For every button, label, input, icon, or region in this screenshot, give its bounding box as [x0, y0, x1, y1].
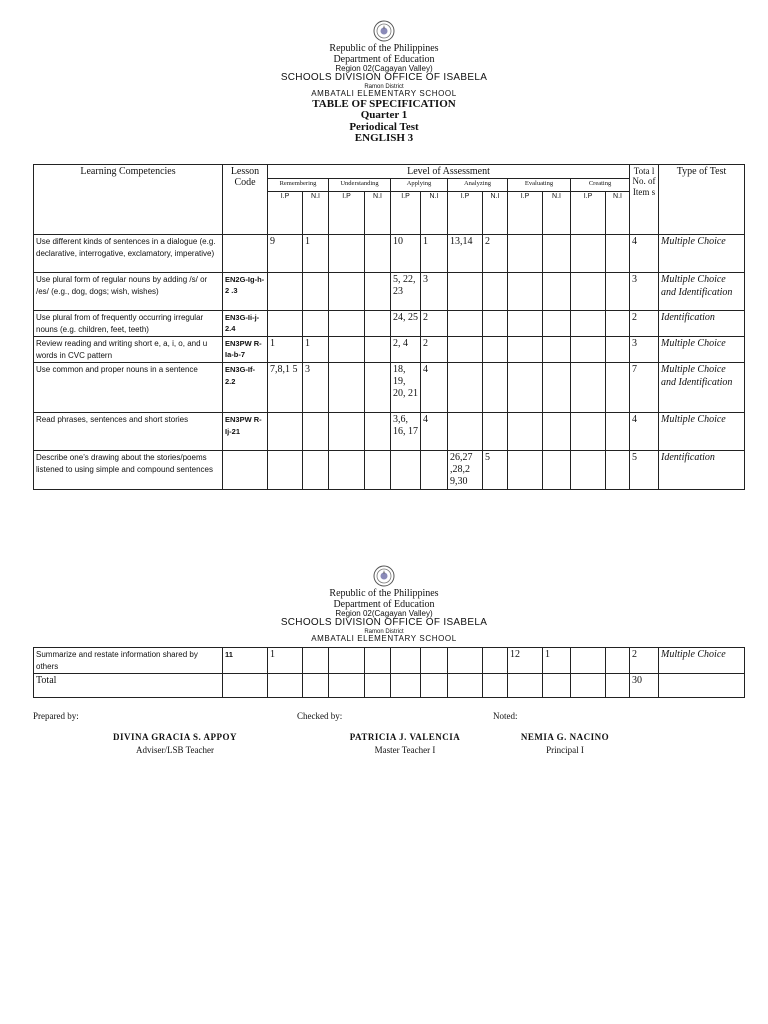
ip-header: I.P [391, 192, 421, 235]
number-of-items-cell [365, 451, 391, 490]
number-of-items-cell [543, 311, 571, 337]
number-of-items-cell [421, 648, 448, 674]
number-of-items-cell [483, 674, 508, 698]
type-of-test-cell: Multiple Choice [659, 337, 745, 363]
total-items-cell: 5 [630, 451, 659, 490]
specification-table-continued [33, 647, 745, 698]
number-of-items-cell [421, 674, 448, 698]
number-of-items-cell [421, 451, 448, 490]
table-row [34, 451, 745, 490]
region-line: Region 02(Cagayan Valley) [335, 609, 433, 618]
item-placement-cell: 1 [268, 337, 303, 363]
number-of-items-cell [543, 235, 571, 273]
item-placement-cell [448, 273, 483, 311]
number-of-items-cell [606, 674, 630, 698]
type-of-test-cell: Multiple Choice and Identification [659, 273, 745, 311]
deped-seal-icon [373, 20, 395, 42]
item-placement-cell [571, 648, 606, 674]
item-placement-cell: 18, 19, 20, 21 [391, 363, 421, 413]
item-placement-cell [391, 648, 421, 674]
table-row [34, 413, 745, 451]
number-of-items-cell [365, 363, 391, 413]
item-placement-cell: 3,6, 16, 17 [391, 413, 421, 451]
level-evaluating: Evaluating [508, 179, 571, 192]
item-placement-cell [268, 451, 303, 490]
number-of-items-cell: 4 [421, 363, 448, 413]
item-placement-cell [508, 413, 543, 451]
item-placement-cell [329, 235, 365, 273]
item-placement-cell [391, 674, 421, 698]
header-lesson-code: Lesson Code [223, 165, 268, 235]
item-placement-cell [329, 337, 365, 363]
item-placement-cell: 1 [268, 648, 303, 674]
number-of-items-cell [543, 337, 571, 363]
number-of-items-cell: 5 [483, 451, 508, 490]
region-line: Region 02(Cagayan Valley) [335, 64, 433, 73]
noted-name: NEMIA G. NACINO [520, 732, 610, 742]
type-of-test-cell: Multiple Choice [659, 648, 745, 674]
competency-cell: Summarize and restate information shared by others [34, 648, 223, 674]
checked-by-name: PATRICIA J. VALENCIA [349, 732, 461, 742]
number-of-items-cell: 1 [421, 235, 448, 273]
item-placement-cell [268, 413, 303, 451]
division-line: SCHOOLS DIVISION OFFICE OF ISABELA [280, 617, 488, 629]
item-placement-cell: 12 [508, 648, 543, 674]
number-of-items-cell [365, 273, 391, 311]
item-placement-cell [571, 337, 606, 363]
number-of-items-cell: 2 [421, 337, 448, 363]
number-of-items-cell [365, 311, 391, 337]
level-analyzing: Analyzing [448, 179, 508, 192]
number-of-items-cell [606, 413, 630, 451]
competency-cell: Use plural form of regular nouns by adding /s/ or /es/ (e.g., dog, dogs; wish, wishes) [34, 273, 223, 311]
header-competencies: Learning Competencies [34, 165, 223, 235]
table-row [34, 235, 745, 273]
title-line-3: Periodical Test [349, 120, 419, 133]
number-of-items-cell [483, 337, 508, 363]
school-line: AMBATALI ELEMENTARY SCHOOL [311, 634, 457, 644]
number-of-items-cell [303, 273, 329, 311]
type-of-test-cell: Identification [659, 451, 745, 490]
competency-cell: Describe one’s drawing about the stories/poems listened to using simple and compound sentences [34, 451, 223, 490]
checked-by-role: Master Teacher I [374, 745, 436, 755]
lesson-code-cell: EN3PW R-Ia-b-7 [223, 337, 268, 363]
competency-cell: Total [34, 674, 223, 698]
total-items-cell: 3 [630, 337, 659, 363]
ni-header: N.I [365, 192, 391, 235]
ni-header: N.I [421, 192, 448, 235]
prepared-by-name: DIVINA GRACIA S. APPOY [112, 732, 237, 742]
item-placement-cell: 10 [391, 235, 421, 273]
number-of-items-cell [543, 363, 571, 413]
item-placement-cell [448, 674, 483, 698]
ip-header: I.P [329, 192, 365, 235]
item-placement-cell [571, 363, 606, 413]
item-placement-cell [329, 311, 365, 337]
number-of-items-cell [365, 674, 391, 698]
item-placement-cell: 13,14 [448, 235, 483, 273]
number-of-items-cell [303, 311, 329, 337]
item-placement-cell [329, 363, 365, 413]
number-of-items-cell: 3 [303, 363, 329, 413]
number-of-items-cell [303, 648, 329, 674]
prepared-by-label: Prepared by: [33, 711, 79, 721]
table-row [34, 311, 745, 337]
number-of-items-cell [606, 273, 630, 311]
type-of-test-cell: Identification [659, 311, 745, 337]
number-of-items-cell [543, 413, 571, 451]
number-of-items-cell: 1 [303, 337, 329, 363]
item-placement-cell [329, 648, 365, 674]
number-of-items-cell [606, 337, 630, 363]
republic-line: Republic of the Philippines [329, 43, 439, 54]
number-of-items-cell [483, 311, 508, 337]
item-placement-cell [571, 235, 606, 273]
checked-by-label: Checked by: [297, 711, 343, 721]
level-creating: Creating [571, 179, 630, 192]
number-of-items-cell [543, 674, 571, 698]
lesson-code-cell: EN3G-Ii-j-2.4 [223, 311, 268, 337]
competency-cell: Use common and proper nouns in a sentence [34, 363, 223, 413]
lesson-code-cell [223, 451, 268, 490]
item-placement-cell [448, 363, 483, 413]
number-of-items-cell: 2 [421, 311, 448, 337]
type-of-test-cell: Multiple Choice and Identification [659, 363, 745, 413]
number-of-items-cell [483, 273, 508, 311]
page-header-2 [0, 565, 768, 644]
item-placement-cell: 2, 4 [391, 337, 421, 363]
table-row [34, 674, 745, 698]
number-of-items-cell [543, 273, 571, 311]
competency-cell: Use plural from of frequently occurring irregular nouns (e.g. children, feet, teeth) [34, 311, 223, 337]
total-items-cell: 7 [630, 363, 659, 413]
number-of-items-cell [606, 311, 630, 337]
number-of-items-cell: 4 [421, 413, 448, 451]
ni-header: N.I [483, 192, 508, 235]
prepared-by-role: Adviser/LSB Teacher [136, 745, 214, 755]
lesson-code-cell: EN2G-Ig-h-2 .3 [223, 273, 268, 311]
lesson-code-cell [223, 235, 268, 273]
noted-label: Noted: [493, 711, 518, 721]
item-placement-cell [508, 363, 543, 413]
total-items-cell: 2 [630, 311, 659, 337]
table-row [34, 363, 745, 413]
ip-header: I.P [268, 192, 303, 235]
lesson-code-cell [223, 674, 268, 698]
item-placement-cell [268, 273, 303, 311]
item-placement-cell: 24, 25 [391, 311, 421, 337]
item-placement-cell [571, 273, 606, 311]
number-of-items-cell [606, 363, 630, 413]
table-row [34, 337, 745, 363]
noted-role: Principal I [546, 745, 584, 755]
level-remembering: Remembering [268, 179, 329, 192]
number-of-items-cell [483, 413, 508, 451]
item-placement-cell [508, 235, 543, 273]
level-applying: Applying [391, 179, 448, 192]
lesson-code-cell: 11 [223, 648, 268, 674]
ip-header: I.P [448, 192, 483, 235]
deped-seal-icon [373, 565, 395, 587]
lesson-code-cell: EN3PW R-Ij-21 [223, 413, 268, 451]
republic-line: Republic of the Philippines [329, 588, 439, 599]
total-items-cell: 4 [630, 235, 659, 273]
number-of-items-cell: 2 [483, 235, 508, 273]
item-placement-cell [508, 273, 543, 311]
number-of-items-cell [606, 451, 630, 490]
item-placement-cell [329, 413, 365, 451]
title-line-2: Quarter 1 [360, 109, 408, 122]
item-placement-cell [571, 451, 606, 490]
item-placement-cell [571, 674, 606, 698]
ni-header: N.I [606, 192, 630, 235]
number-of-items-cell [483, 648, 508, 674]
table-row [34, 648, 745, 674]
item-placement-cell [571, 413, 606, 451]
school-line: AMBATALI ELEMENTARY SCHOOL [311, 89, 457, 99]
item-placement-cell [508, 337, 543, 363]
number-of-items-cell [303, 451, 329, 490]
title-line-1: TABLE OF SPECIFICATION [312, 97, 456, 110]
lesson-code-cell: EN3G-If-2.2 [223, 363, 268, 413]
ip-header: I.P [571, 192, 606, 235]
item-placement-cell [329, 451, 365, 490]
title-line-4: ENGLISH 3 [354, 132, 414, 145]
item-placement-cell: 7,8,1 5 [268, 363, 303, 413]
district-line: Ramon District [364, 628, 404, 635]
item-placement-cell [329, 273, 365, 311]
item-placement-cell: 9 [268, 235, 303, 273]
header-level-of-assessment: Level of Assessment [268, 165, 630, 179]
number-of-items-cell [606, 648, 630, 674]
item-placement-cell [448, 337, 483, 363]
item-placement-cell [448, 648, 483, 674]
item-placement-cell [448, 311, 483, 337]
number-of-items-cell [303, 413, 329, 451]
total-items-cell: 3 [630, 273, 659, 311]
ip-header: I.P [508, 192, 543, 235]
division-line: SCHOOLS DIVISION OFFICE OF ISABELA [280, 72, 488, 84]
table-row [34, 273, 745, 311]
item-placement-cell: 26,27 ,28,2 9,30 [448, 451, 483, 490]
number-of-items-cell [483, 363, 508, 413]
item-placement-cell [268, 674, 303, 698]
total-items-cell: 4 [630, 413, 659, 451]
item-placement-cell [508, 451, 543, 490]
competency-cell: Use different kinds of sentences in a dialogue (e.g. declarative, interrogative, exclamatory, imperative) [34, 235, 223, 273]
type-of-test-cell: Multiple Choice [659, 413, 745, 451]
item-placement-cell [268, 311, 303, 337]
item-placement-cell [329, 674, 365, 698]
competency-cell: Review reading and writing short e, a, i, o, and u words in CVC pattern [34, 337, 223, 363]
department-line: Department of Education [333, 53, 435, 65]
district-line: Ramon District [364, 83, 404, 90]
type-of-test-cell [659, 674, 745, 698]
number-of-items-cell [365, 337, 391, 363]
number-of-items-cell [365, 413, 391, 451]
total-items-cell: 30 [630, 674, 659, 698]
number-of-items-cell [303, 674, 329, 698]
type-of-test-cell: Multiple Choice [659, 235, 745, 273]
department-line: Department of Education [333, 598, 435, 610]
number-of-items-cell [543, 451, 571, 490]
number-of-items-cell [365, 235, 391, 273]
header-total-items: Tota l No. of Item s [630, 165, 659, 235]
item-placement-cell [571, 311, 606, 337]
header-type-of-test: Type of Test [659, 165, 745, 235]
ni-header: N.I [303, 192, 329, 235]
item-placement-cell [391, 451, 421, 490]
number-of-items-cell [365, 648, 391, 674]
level-understanding: Understanding [329, 179, 391, 192]
number-of-items-cell: 1 [303, 235, 329, 273]
page-header-1 [0, 20, 768, 145]
item-placement-cell: 5, 22, 23 [391, 273, 421, 311]
total-items-cell: 2 [630, 648, 659, 674]
ni-header: N.I [543, 192, 571, 235]
item-placement-cell [448, 413, 483, 451]
number-of-items-cell: 1 [543, 648, 571, 674]
competency-cell: Read phrases, sentences and short stories [34, 413, 223, 451]
number-of-items-cell: 3 [421, 273, 448, 311]
specification-table [33, 164, 745, 490]
item-placement-cell [508, 674, 543, 698]
item-placement-cell [508, 311, 543, 337]
number-of-items-cell [606, 235, 630, 273]
